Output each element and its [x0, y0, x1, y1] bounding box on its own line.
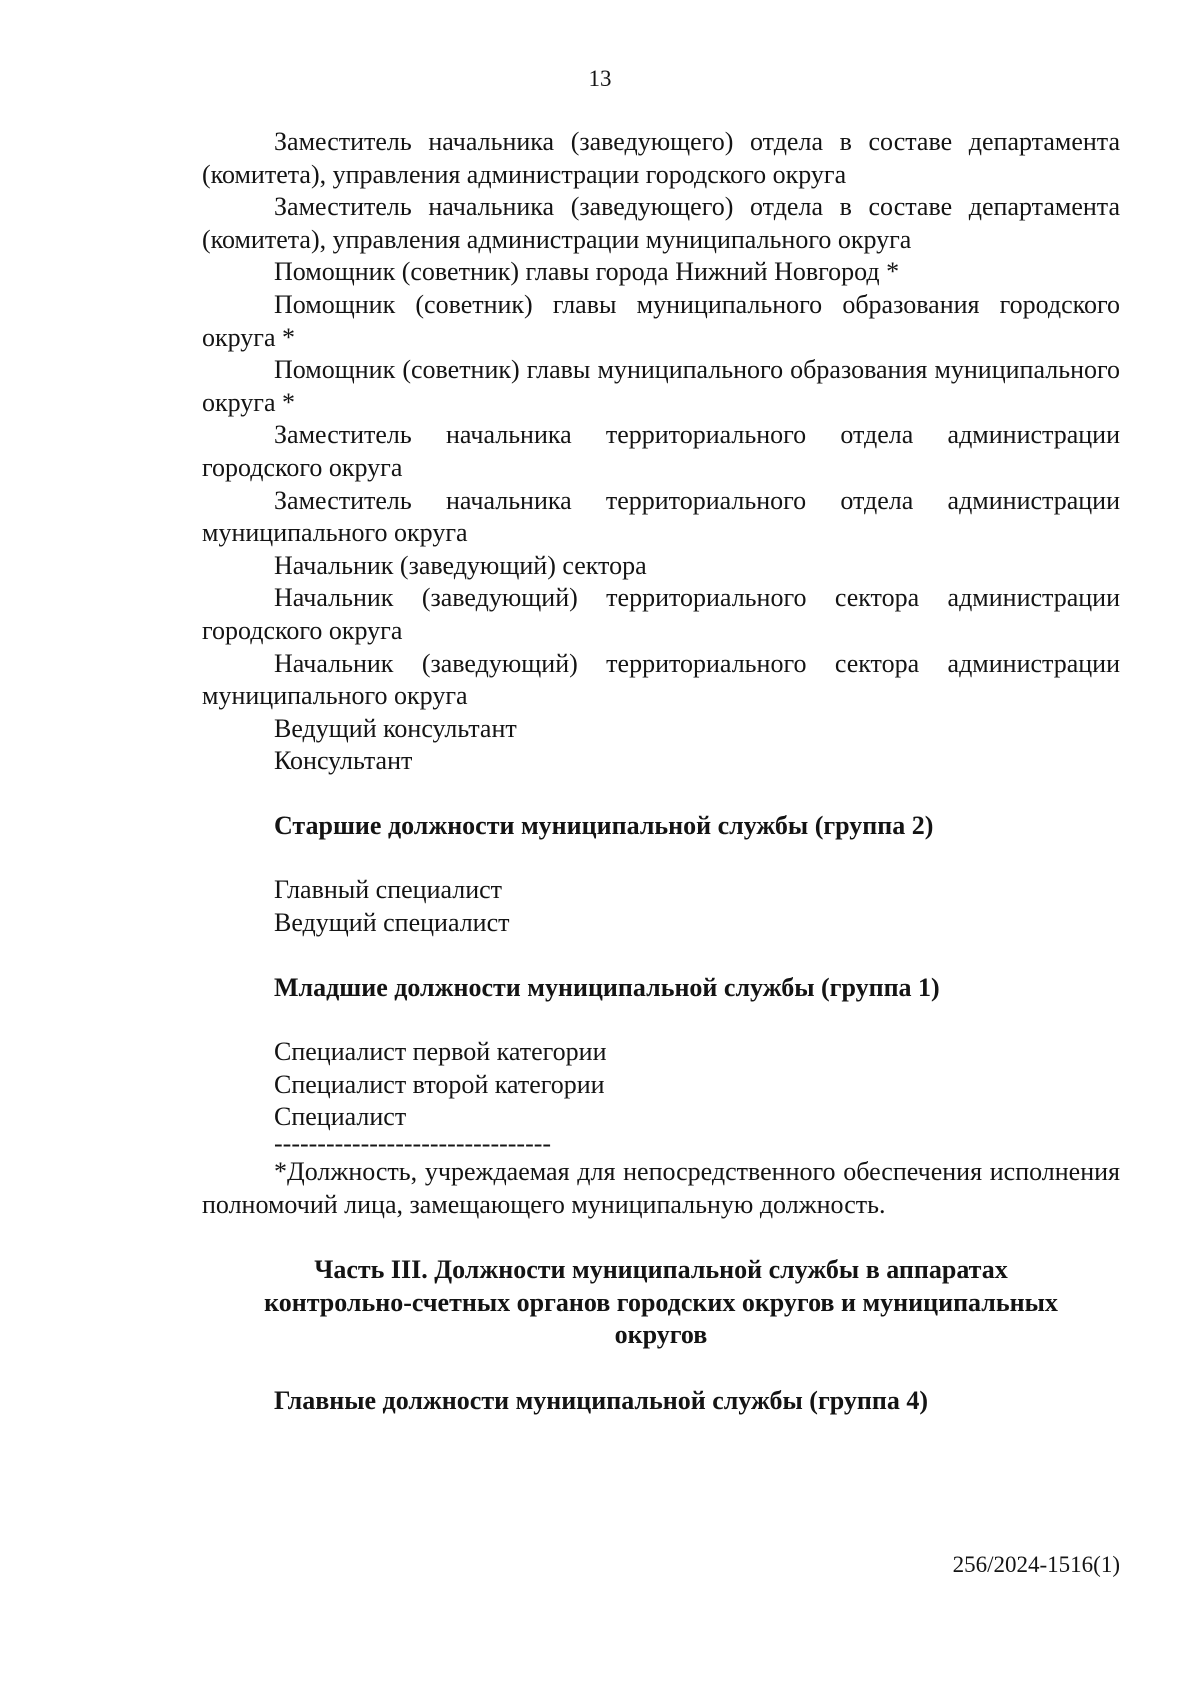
list-item: Ведущий специалист — [274, 908, 510, 938]
list-item: Заместитель начальника (заведующего) отдела в составе департамента (комитета), управления администрации городского округа — [202, 127, 1120, 189]
document-body — [202, 126, 1120, 1418]
part3-title-line: Часть III. Должности муниципальной службы в аппаратах — [314, 1255, 1008, 1285]
list-item: Начальник (заведующий) территориального сектора администрации городского округа — [202, 583, 1120, 645]
document-code: 256/2024-1516(1) — [952, 1552, 1120, 1577]
list-item: Главный специалист — [274, 875, 503, 905]
group3-list — [202, 126, 1120, 778]
list-item: Специалист второй категории — [274, 1069, 605, 1099]
senior-positions-heading: Старшие должности муниципальной службы (группа 2) — [274, 810, 934, 840]
list-item: Начальник (заведующий) сектора — [274, 550, 647, 580]
part3-title — [202, 1254, 1120, 1352]
list-item: Ведущий консультант — [274, 713, 517, 743]
junior-positions-heading: Младшие должности муниципальной службы (группа 1) — [274, 972, 940, 1002]
list-item: Помощник (советник) главы города Нижний Новгород * — [274, 257, 900, 287]
list-item: Заместитель начальника территориального отдела администрации муниципального округа — [202, 485, 1120, 548]
list-item: Консультант — [274, 746, 413, 776]
list-item: Заместитель начальника территориального отдела администрации городского округа — [202, 420, 1120, 482]
footnote: *Должность, учреждаемая для непосредственного обеспечения исполнения полномочий лица, замещающего муниципальную должность. — [202, 1157, 1120, 1219]
page-number: 13 — [588, 66, 612, 91]
list-item: Специалист — [274, 1102, 407, 1132]
list-item: Начальник (заведующий) территориального сектора администрации муниципального округа — [202, 648, 1120, 711]
list-item: Помощник (советник) главы муниципального образования городского округа * — [202, 289, 1120, 352]
list-item: Заместитель начальника (заведующего) отдела в составе департамента (комитета), управления администрации муниципального округа — [202, 192, 1120, 254]
senior-list — [202, 874, 1120, 939]
footnote-separator: -------------------------------- — [274, 1129, 552, 1159]
list-item: Специалист первой категории — [274, 1037, 607, 1067]
part3-title-line: округов — [614, 1320, 708, 1350]
chief-positions-heading: Главные должности муниципальной службы (группа 4) — [274, 1386, 929, 1415]
part3-title-line: контрольно-счетных органов городских округов и муниципальных — [264, 1287, 1058, 1317]
list-item: Помощник (советник) главы муниципального образования муниципального округа * — [202, 355, 1120, 417]
junior-list — [202, 1036, 1120, 1134]
